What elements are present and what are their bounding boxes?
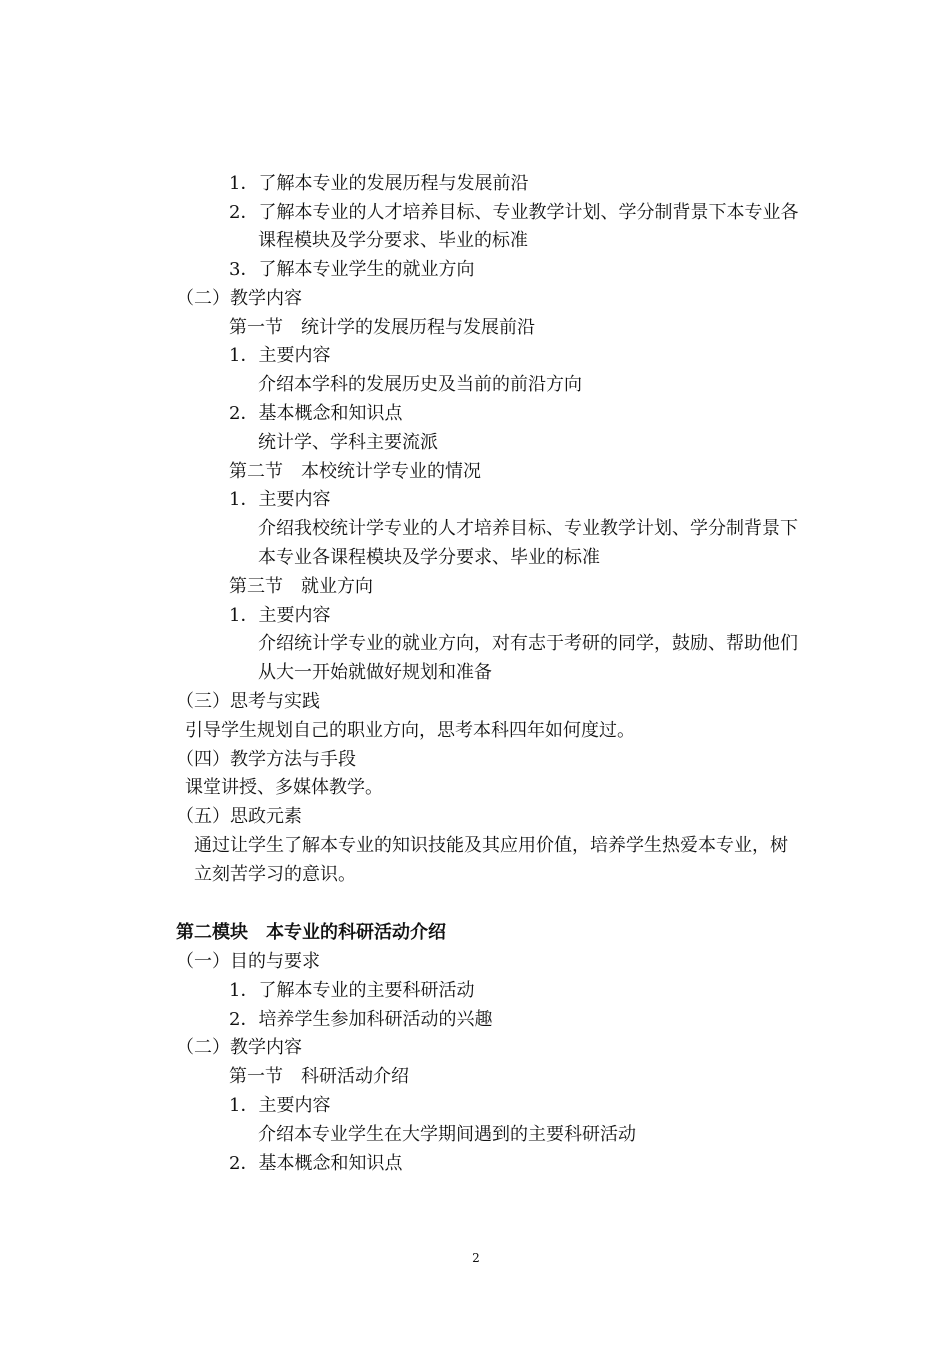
section-heading-ideology: （五）思政元素 [176,806,302,827]
lesson-2-main-content-text: 介绍我校统计学专业的人才培养目标、专业教学计划、学分制背景下 [258,518,798,539]
methods-text: 课堂讲授、多媒体教学。 [185,777,383,798]
module-2-lesson-1-main-content-label: 1．主要内容 [229,1095,331,1116]
lesson-1-concepts-text: 统计学、学科主要流派 [258,432,438,453]
module-2-heading: 第二模块 本专业的科研活动介绍 [176,922,446,943]
section-heading-teaching-content: （二）教学内容 [176,288,302,309]
ideology-text-continued: 立刻苦学习的意识。 [194,864,356,885]
lesson-2-main-content-text-continued: 本专业各课程模块及学分要求、毕业的标准 [258,547,600,568]
section-heading-methods: （四）教学方法与手段 [176,749,356,770]
lesson-1-title: 第一节 统计学的发展历程与发展前沿 [229,317,535,338]
lesson-2-main-content-label: 1．主要内容 [229,489,331,510]
section-heading-objectives: （一）目的与要求 [176,951,320,972]
lesson-1-main-content-label: 1．主要内容 [229,345,331,366]
objective-item-1: 1．了解本专业的发展历程与发展前沿 [229,173,529,194]
objective-item-2: 2．了解本专业的人才培养目标、专业教学计划、学分制背景下本专业各 [229,202,799,223]
objective-item-3: 3．了解本专业学生的就业方向 [229,259,475,280]
lesson-3-title: 第三节 就业方向 [229,576,373,597]
section-heading-practice: （三）思考与实践 [176,691,320,712]
lesson-2-title: 第二节 本校统计学专业的情况 [229,461,481,482]
module-2-lesson-1-concepts-label: 2．基本概念和知识点 [229,1153,403,1174]
module-2-section-heading-teaching-content: （二）教学内容 [176,1037,302,1058]
module-2-lesson-1-title: 第一节 科研活动介绍 [229,1066,409,1087]
ideology-text: 通过让学生了解本专业的知识技能及其应用价值，培养学生热爱本专业，树 [194,835,788,856]
practice-text: 引导学生规划自己的职业方向，思考本科四年如何度过。 [185,720,635,741]
lesson-3-main-content-text: 介绍统计学专业的就业方向，对有志于考研的同学，鼓励、帮助他们 [258,633,798,654]
module-2-lesson-1-main-content-text: 介绍本专业学生在大学期间遇到的主要科研活动 [258,1124,636,1145]
lesson-3-main-content-label: 1．主要内容 [229,605,331,626]
lesson-3-main-content-text-continued: 从大一开始就做好规划和准备 [258,662,492,683]
lesson-1-concepts-label: 2．基本概念和知识点 [229,403,403,424]
module-2-objective-item-1: 1．了解本专业的主要科研活动 [229,980,475,1001]
module-2-objective-item-2: 2．培养学生参加科研活动的兴趣 [229,1009,493,1030]
lesson-1-main-content-text: 介绍本学科的发展历史及当前的前沿方向 [258,374,582,395]
objective-item-2-continued: 课程模块及学分要求、毕业的标准 [258,230,528,251]
page-number: 2 [472,1251,480,1265]
